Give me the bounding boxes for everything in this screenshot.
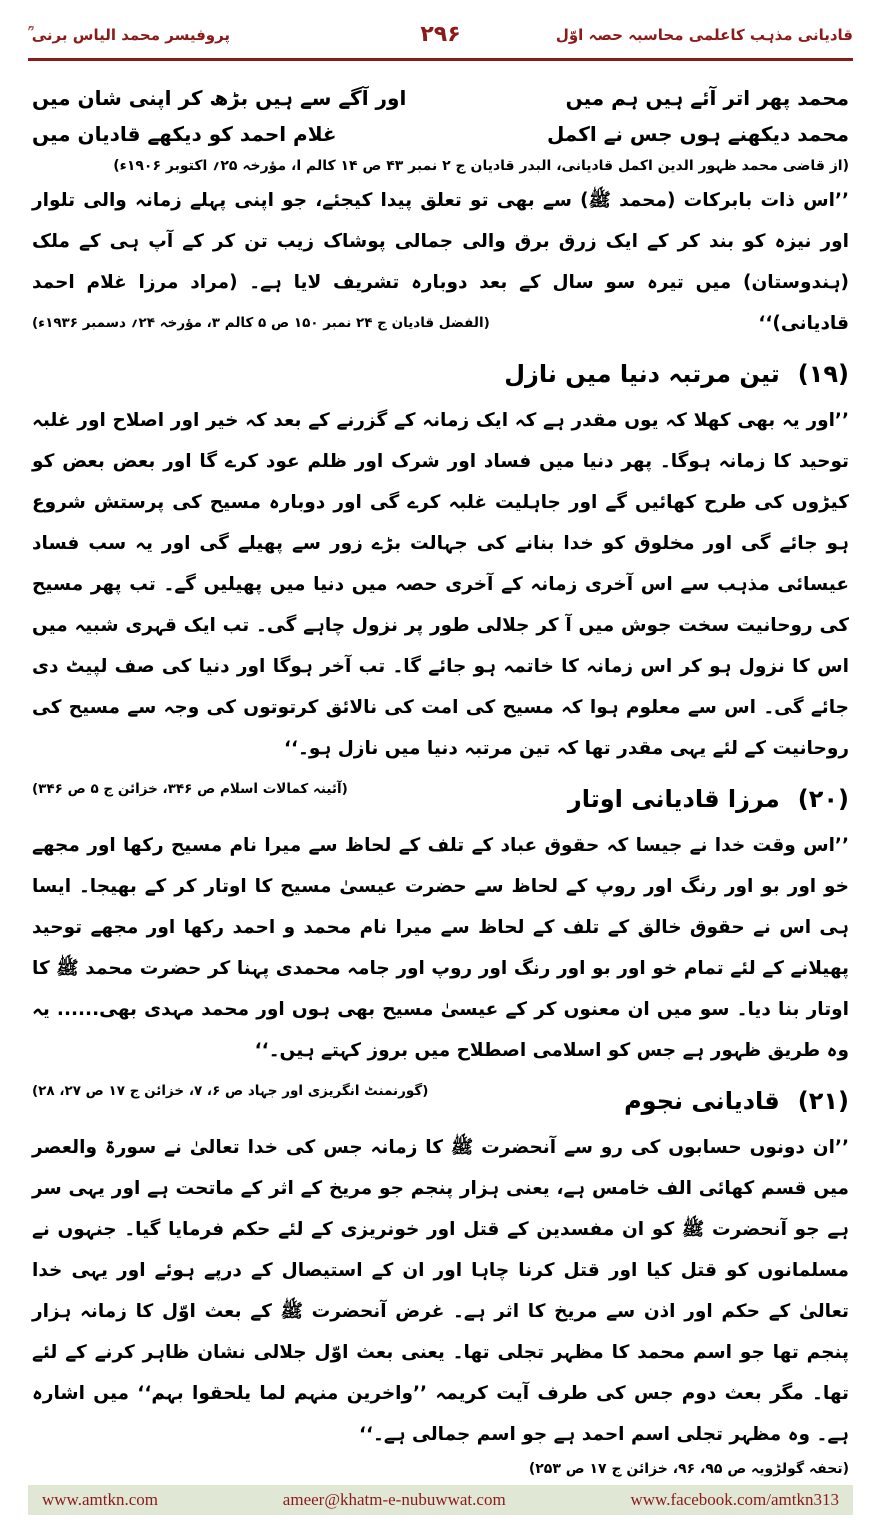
page-content — [32, 80, 849, 1483]
page-header — [28, 22, 853, 58]
section-19-paragraph — [32, 400, 849, 797]
quote-paragraph — [32, 180, 849, 344]
section-20-paragraph — [32, 825, 849, 1099]
section-20-title: مرزا قادیانی اوتار — [567, 785, 780, 813]
email-link[interactable]: ameer@khatm-e-nubuwwat.com — [282, 1490, 506, 1509]
section-21-reference: (تحفہ گولڑویہ ص ۹۵، ۹۶، خزائن ج ۱۷ ص ۲۵۳) — [528, 1461, 849, 1477]
section-19-title: تین مرتبہ دنیا میں نازل — [504, 360, 780, 388]
section-19-number: (۱۹) — [797, 360, 849, 388]
section-20-number: (۲۰) — [797, 785, 849, 813]
section-19-heading — [32, 348, 849, 400]
section-20-reference: (گورنمنٹ انگریزی اور جہاد ص ۶، ۷، خزائن ج ۱۷ ص ۲۷، ۲۸) — [32, 1083, 429, 1099]
poem-line-1-second-half: اور آگے سے ہیں بڑھ کر اپنی شان میں — [32, 86, 407, 110]
page-footer — [28, 1485, 853, 1515]
poem-line-2 — [32, 116, 849, 152]
page-number: ۲۹۶ — [420, 22, 461, 47]
section-21-title: قادیانی نجوم — [624, 1087, 780, 1115]
quote-text: ’’اس ذات بابرکات (محمد ﷺ) سے بھی تو تعلق پیدا کیجئے، جو اپنی پہلے زمانہ والی تلوار اور نیزہ کو بند کر کے ایک زرق برق والی جمالی پوشاک زیب تن کر کے آپ ہی کے ملک (ہندوستان) میں تیرہ سو سال کے بعد دوبارہ تشریف لایا ہے۔ (مراد مرزا غلام احمد قادیانی)‘‘ — [32, 190, 849, 334]
section-19-reference: (آئینہ کمالات اسلام ص ۳۴۶، خزائن ج ۵ ص ۳۴۶) — [32, 781, 348, 797]
poem-line-2-second-half: غلام احمد کو دیکھے قادیان میں — [32, 122, 337, 146]
poem-line-2-first-half: محمد دیکھنے ہوں جس نے اکمل — [546, 122, 849, 146]
poem-line-1-first-half: محمد پھر اتر آئے ہیں ہم میں — [565, 86, 849, 110]
facebook-link[interactable]: www.facebook.com/amtkn313 — [630, 1490, 839, 1509]
website-link[interactable]: www.amtkn.com — [42, 1490, 158, 1509]
poem-reference: (از قاضی محمد ظہور الدین اکمل قادیانی، البدر قادیان ج ۲ نمبر ۴۳ ص ۱۴ کالم ا، مؤرخہ ۲۵؍ اکتوبر ۱۹۰۶ء) — [113, 158, 849, 174]
poem — [32, 80, 849, 180]
header-divider — [28, 58, 853, 61]
section-19-text: ’’اور یہ بھی کھلا کہ یوں مقدر ہے کہ ایک زمانہ کے گزرنے کے بعد کہ خیر اور اصلاح اور غلبہ توحید کا زمانہ ہوگا۔ پھر دنیا میں فساد اور شرک اور ظلم عود کرے گا اور بعض بعض کو کیڑوں کی طرح کھائیں گے اور جاہلیت غلبہ کرے گی اور دوبارہ مسیح کی پرستش شروع ہو جائے گی اور مخلوق کو خدا بنانے کی جہالت بڑے زور سے پھیلے گی اور یہ سب فساد عیسائی مذہب سے اس آخری زمانہ کے آخری حصہ میں دنیا میں پھیلیں گے۔ تب پھر مسیح کی روحانیت سخت جوش میں آ کر جلالی طور پر نزول چاہے گی۔ تب ایک قہری شبیہ میں اس کا نزول ہو کر اس زمانہ کا خاتمہ ہو جائے گا۔ تب آخر ہوگا اور دنیا کی صف لپیٹ دی جائے گی۔ اس سے معلوم ہوا کہ مسیح کی امت کی نالائق کرتوتوں کی وجہ سے مسیح کی روحانیت کے لئے یہی مقدر تھا کہ تین مرتبہ دنیا میں نازل ہو۔‘‘ — [32, 410, 849, 759]
section-20-text: ’’اس وقت خدا نے جیسا کہ حقوق عباد کے تلف کے لحاظ سے میرا نام مسیح رکھا اور مجھے خو اور بو اور رنگ اور روپ کے لحاظ سے حضرت عیسیٰ مسیح کا اوتار کر کے بھیجا۔ ایسا ہی اس نے حقوق خالق کے تلف کے لحاظ سے میرا نام محمد و احمد رکھا اور مجھے توحید پھیلانے کے لئے تمام خو اور بو اور رنگ اور روپ اور جامہ محمدی پہنا کر حضرت محمد ﷺ کا اوتار بنا دیا۔ سو میں ان معنوں کر کے عیسیٰ مسیح بھی ہوں اور محمد مہدی بھی...... یہ وہ طریق ظہور ہے جس کو اسلامی اصطلاح میں بروز کہتے ہیں۔‘‘ — [32, 835, 849, 1061]
author-name: پروفیسر محمد الیاس برنی ؒ — [28, 26, 231, 44]
section-21-text: ’’ان دونوں حسابوں کی رو سے آنحضرت ﷺ کا زمانہ جس کی خدا تعالیٰ نے سورۃ والعصر میں قسم کھائی الف خامس ہے، یعنی ہزار پنجم جو مریخ کے اثر کے ماتحت ہے اور یہی سر ہے جو آنحضرت ﷺ کو ان مفسدین کے قتل اور خونریزی کے لئے حکم فرمایا گیا۔ جنہوں نے مسلمانوں کو قتل کیا اور قتل کرنا چاہا اور ان کے استیصال کے درپے ہوئے اور یہی خدا تعالیٰ کے حکم اور اذن سے مریخ کا اثر ہے۔ غرض آنحضرت ﷺ کے بعث اوّل کا زمانہ ہزار پنجم تھا جو اسم محمد کا مظہر تجلی تھا۔ یعنی بعث اوّل جلالی نشان ظاہر کرنے کے لئے تھا۔ مگر بعث دوم جس کی طرف آیت کریمہ ’’واخرین منہم لما یلحقوا بہم‘‘ میں اشارہ ہے۔ وہ مظہر تجلی اسم احمد ہے جو اسم جمالی ہے۔‘‘ — [32, 1137, 849, 1445]
section-21-paragraph — [32, 1127, 849, 1455]
section-21-number: (۲۱) — [797, 1087, 849, 1115]
poem-line-1 — [32, 80, 849, 116]
book-title: قادیانی مذہب کاعلمی محاسبہ حصہ اوّل — [555, 26, 853, 44]
quote-reference: (الفضل قادیان ج ۲۴ نمبر ۱۵۰ ص ۵ کالم ۳، مؤرخہ ۲۴؍ دسمبر ۱۹۳۶ء) — [32, 315, 490, 331]
